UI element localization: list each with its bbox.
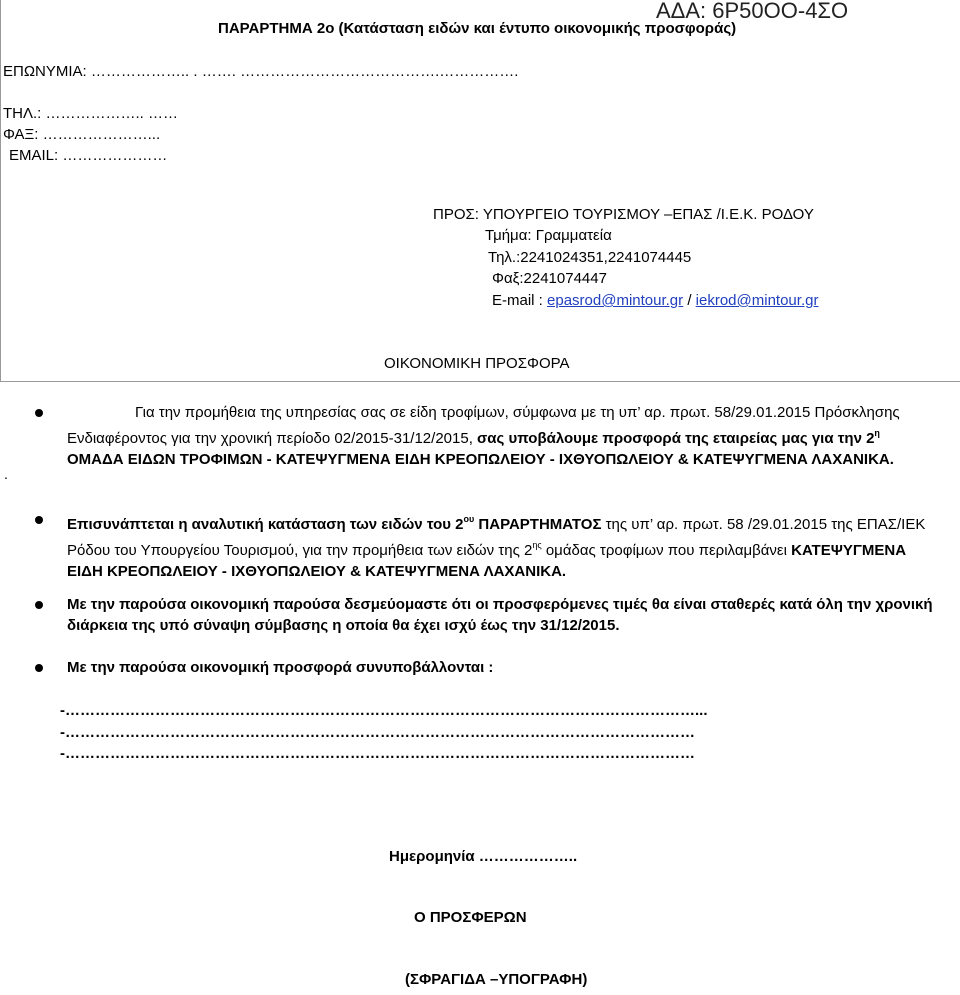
- paragraph-1-line-1: Για την προμήθεια της υπηρεσίας σας σε είδη τροφίμων, σύμφωνα με τη υπ’ αρ. πρωτ. 58/29.01.2015 Πρόσκλησης: [135, 404, 900, 421]
- offer-title: ΟΙΚΟΝΟΜΙΚΗ ΠΡΟΣΦΟΡΑ: [384, 355, 570, 372]
- bullet-icon: [35, 601, 43, 609]
- horizontal-rule: [0, 381, 960, 382]
- stray-mark: .: [4, 466, 8, 482]
- paragraph-purchase-offer: [67, 402, 959, 470]
- paragraph-3-line-2: διάρκεια της υπό σύναψη σύμβασης η οποία θα έχει ισχύ έως την 31/12/2015.: [67, 617, 620, 634]
- vertical-rule: [0, 0, 1, 381]
- sender-email-line: EMAIL: …………………: [9, 147, 168, 164]
- email-link-epasrod[interactable]: epasrod@mintour.gr: [547, 292, 684, 309]
- bullet-icon: [35, 516, 43, 524]
- bidder-label: Ο ΠΡΟΣΦΕΡΩΝ: [414, 909, 527, 926]
- attachment-line: -………………………………………………………………………………………………………………...: [60, 702, 708, 719]
- paragraph-1-line-2: Ενδιαφέροντος για την χρονική περίοδο 02/2015-31/12/2015, σας υποβάλουμε προσφορά της εταιρείας μας για την $2^\eta$: [67, 428, 880, 447]
- paragraph-price-commitment: [67, 594, 959, 636]
- recipient-to-line: ΠΡΟΣ: ΥΠΟΥΡΓΕΙΟ ΤΟΥΡΙΣΜΟΥ –ΕΠΑΣ /Ι.Ε.Κ. ΡΟΔΟΥ: [433, 206, 814, 223]
- date-line: Ημερομηνία ………………..: [389, 848, 578, 865]
- ada-code: ΑΔΑ: 6Ρ50ΟΟ-4ΣΟ: [656, 0, 849, 23]
- paragraph-2-line-2: Ρόδου του Υπουργείου Τουρισμού, για την προμήθεια των ειδών της $2^{\eta\varsigma}$ ομάδας τροφίμων που περιλαμβάνει ΚΑΤΕΨΥΓΜΕΝΑ: [67, 540, 907, 559]
- paragraph-2-line-1: Επισυνάπτεται η αναλυτική κατάσταση των ειδών του $2^{o\upsilon}$ ΠΑΡΑΡΤΗΜΑΤΟΣ της υπ’ αρ. πρωτ. 58 /29.01.2015 της ΕΠΑΣ/ΙΕΚ: [67, 514, 926, 533]
- paragraph-attachment-list: [67, 509, 959, 582]
- recipient-phone: Τηλ.:2241024351,2241074445: [488, 249, 692, 266]
- stamp-signature-label: (ΣΦΡΑΓΙΔΑ –ΥΠΟΓΡΑΦΗ): [405, 971, 588, 988]
- paragraph-3-line-1: Με την παρούσα οικονομική παρούσα δεσμεύομαστε ότι οι προσφερόμενες τιμές θα είναι σταθερές κατά όλη την χρονική: [67, 596, 933, 613]
- sender-name-line: ΕΠΩΝΥΜΙΑ: ……………….. . ……. ………………………………….…………….: [3, 63, 519, 80]
- email-separator: /: [683, 292, 696, 309]
- paragraph-4-line-1: Με την παρούσα οικονομική προσφορά συνυποβάλλονται :: [67, 659, 494, 676]
- sender-phone-line: ΤΗΛ.: ……………….. ……: [3, 105, 179, 122]
- email-link-iekrod[interactable]: iekrod@mintour.gr: [695, 292, 819, 309]
- sender-fax-line: ΦΑΞ: …………………...: [3, 126, 161, 143]
- bullet-icon: [35, 664, 43, 672]
- recipient-department: Τμήμα: Γραμματεία: [485, 227, 612, 244]
- paragraph-2-line-3: ΕΙΔΗ ΚΡΕΟΠΩΛΕΙΟΥ - ΙΧΘΥΟΠΩΛΕΙΟΥ & ΚΑΤΕΨΥΓΜΕΝΑ ΛΑΧΑΝΙΚΑ.: [67, 563, 567, 580]
- attachment-line: -………………………………………………………………………………………………………………: [60, 724, 695, 741]
- bullet-icon: [35, 409, 43, 417]
- paragraph-1-line-3: ΟΜΑΔΑ ΕΙΔΩΝ ΤΡΟΦΙΜΩΝ - ΚΑΤΕΨΥΓΜΕΝΑ ΕΙΔΗ ΚΡΕΟΠΩΛΕΙΟΥ - ΙΧΘΥΟΠΩΛΕΙΟΥ & ΚΑΤΕΨΥΓΜΕΝΑ ΛΑΧΑΝΙΚΑ.: [67, 451, 894, 468]
- paragraph-enclosures: [67, 657, 959, 678]
- recipient-email-label: E-mail :: [492, 292, 548, 309]
- attachment-line: -………………………………………………………………………………………………………………: [60, 745, 695, 762]
- recipient-email-line: [492, 292, 818, 309]
- appendix-title: ΠΑΡΑΡΤΗΜΑ 2ο (Κατάσταση ειδών και έντυπο οικονομικής προσφοράς): [218, 20, 737, 37]
- recipient-fax: Φαξ:2241074447: [492, 270, 607, 287]
